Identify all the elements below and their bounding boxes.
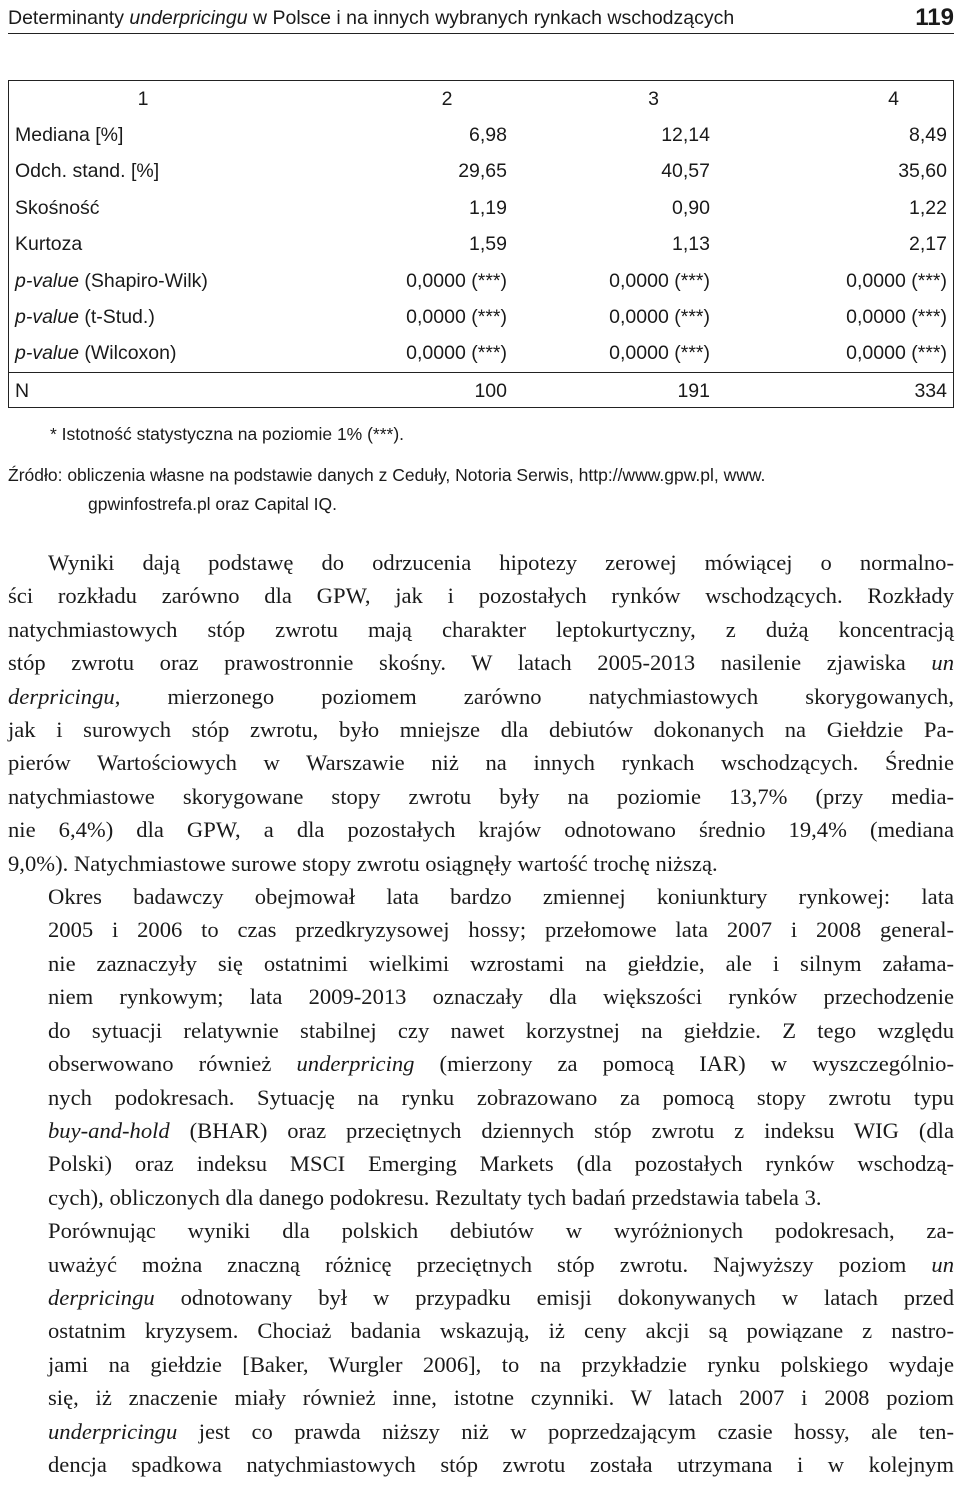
table-cell: 0,0000 (***) [609, 306, 710, 329]
text-line: Polski) oraz indeksu MSCI Emerging Markets (dla pozostałych rynków wschodzą- [48, 1151, 954, 1177]
table-cell: 0,90 [672, 196, 710, 219]
table-cell: 0,0000 (***) [406, 306, 507, 329]
column-header: 3 [648, 87, 659, 110]
text-line: nych podokresach. Sytuację na rynku zobrazowano za pomocą stopy zwrotu typu [48, 1084, 954, 1110]
paragraph [8, 1214, 954, 1481]
text-line: 9,0%). Natychmiastowe surowe stopy zwrotu osiągnęły wartość trochę niższą. [8, 850, 718, 876]
table-cell: 191 [507, 373, 710, 410]
table-row [9, 263, 953, 299]
text-line: buy-and-hold (BHAR) oraz przeciętnych dziennych stóp zwrotu z indeksu WIG (dla [48, 1117, 954, 1143]
running-header [8, 3, 954, 34]
table-cell: 0,0000 (***) [406, 342, 507, 365]
table-cell: 0,0000 (***) [609, 342, 710, 365]
table-cell: 6,98 [469, 124, 507, 147]
text-line: się, iż znaczenie miały również inne, istotne czynniki. W latach 2007 i 2008 poziom [48, 1385, 954, 1411]
source-line: gpwinfostrefa.pl oraz Capital IQ. [88, 494, 338, 514]
row-label: Skośność [15, 196, 100, 219]
text-line: jami na giełdzie [Baker, Wurgler 2006], to na przykładzie rynku polskiego wydaje [48, 1351, 954, 1377]
statistics-table [8, 80, 954, 408]
table-cell: 35,60 [898, 160, 947, 183]
paragraph [8, 880, 954, 1214]
table-cell: 1,19 [469, 196, 507, 219]
row-label: N [9, 373, 277, 410]
table-row [9, 117, 953, 153]
text-line: ści rozkładu zarówno dla GPW, jak i pozostałych rynków wschodzących. Rozkłady [8, 583, 954, 609]
row-label: p-value (Wilcoxon) [15, 342, 177, 365]
source-note [8, 461, 954, 519]
table-cell: 1,59 [469, 233, 507, 256]
table-cell: 40,57 [661, 160, 710, 183]
text-line: derpricingu odnotowany był w przypadku emisji dokonywanych w latach przed [48, 1284, 954, 1310]
page-number: 119 [915, 4, 954, 31]
row-label: Odch. stand. [%] [15, 160, 160, 183]
text-line: do sytuacji relatywnie stabilnej czy nawet korzystnej na giełdzie. Z tego względu [48, 1017, 954, 1043]
paragraph [8, 546, 954, 880]
table-cell: 8,49 [909, 124, 947, 147]
text-line: underpricingu jest co prawda niższy niż w poprzedzającym czasie hossy, ale ten- [48, 1418, 954, 1444]
table-cell: 0,0000 (***) [609, 269, 710, 292]
text-line: pierów Wartościowych w Warszawie niż na innych rynkach wschodzących. Średnie [8, 750, 954, 776]
row-label: p-value (Shapiro-Wilk) [15, 269, 208, 292]
source-line: Źródło: obliczenia własne na podstawie danych z Ceduły, Notoria Serwis, http://www.gpw.pl, www. [8, 465, 766, 485]
table-header-row [9, 81, 953, 117]
text-line: uważyć można znaczną różnicę przeciętnych stóp zwrotu. Najwyższy poziom un [48, 1251, 954, 1277]
text-line: dencja spadkowa natychmiastowych stóp zwrotu została utrzymana i w kolejnym [48, 1451, 954, 1477]
table-cell: 1,22 [909, 196, 947, 219]
text-line: Porównując wyniki dla polskich debiutów w wyróżnionych podokresach, za- [48, 1218, 954, 1244]
table-cell: 0,0000 (***) [846, 342, 947, 365]
table-cell: 0,0000 (***) [846, 306, 947, 329]
table-row [9, 190, 953, 226]
text-line: derpricingu, mierzonego poziomem zarówno natychmiastowych skorygowanych, [8, 683, 954, 709]
text-line: stóp zwrotu oraz prawostronnie skośny. W latach 2005-2013 nasilenie zjawiska un [8, 650, 954, 676]
text-line: Okres badawczy obejmował lata bardzo zmiennej koniunktury rynkowej: lata [48, 884, 954, 910]
table-cell: 29,65 [458, 160, 507, 183]
column-header: 2 [441, 87, 453, 110]
table-cell: 334 [710, 373, 953, 410]
table-cell: 100 [277, 373, 507, 410]
significance-note: * Istotność statystyczna na poziomie 1% (***). [50, 424, 405, 444]
text-line: Wyniki dają podstawę do odrzucenia hipotezy zerowej mówiącej o normalno- [48, 550, 954, 575]
table-cell: 2,17 [909, 233, 947, 256]
text-line: obserwowano również underpricing (mierzony za pomocą IAR) w wyszczególnio- [48, 1051, 954, 1077]
text-line: nie zaznaczyły się ostatnimi wielkimi wzrostami na giełdzie, ale i silnym załama- [48, 950, 954, 976]
row-label: p-value (t-Stud.) [15, 306, 155, 329]
text-line: nie 6,4%) dla GPW, a dla pozostałych krajów odnotowano średnio 19,4% (mediana [8, 817, 954, 843]
table-cell: 0,0000 (***) [406, 269, 507, 292]
text-line: niem rynkowym; lata 2009-2013 oznaczały dla większości rynków przechodzenie [48, 984, 954, 1010]
table-cell: 1,13 [672, 233, 710, 256]
table-row [9, 227, 953, 263]
text-line: cych), obliczonych dla danego podokresu. Rezultaty tych badań przedstawia tabela 3. [48, 1184, 822, 1210]
text-line: natychmiastowych stóp zwrotu mają charakter leptokurtyczny, z dużą koncentracją [8, 616, 954, 642]
text-line: natychmiastowe skorygowane stopy zwrotu były na poziomie 13,7% (przy media- [8, 783, 954, 809]
table-row [9, 154, 953, 190]
column-header: 1 [137, 87, 149, 110]
body-text [8, 546, 954, 1481]
table-row [9, 336, 953, 373]
column-header: 4 [888, 87, 899, 110]
table-cell: 12,14 [661, 124, 710, 147]
row-label: Mediana [%] [15, 124, 124, 147]
table-row [9, 373, 953, 410]
table-row [9, 299, 953, 335]
table-cell: 0,0000 (***) [846, 269, 947, 292]
row-label: Kurtoza [15, 233, 83, 256]
text-line: ostatnim kryzysem. Chociaż badania wskazują, iż ceny akcji są powiązane z nastro- [48, 1318, 954, 1344]
text-line: jak i surowych stóp zwrotu, było mniejsze dla debiutów dokonanych na Giełdzie Pa- [8, 717, 954, 743]
text-line: 2005 i 2006 to czas przedkryzysowej hossy; przełomowe lata 2007 i 2008 general- [48, 917, 954, 943]
running-title: Determinanty underpricingu w Polsce i na innych wybranych rynkach wschodzących [8, 7, 735, 29]
